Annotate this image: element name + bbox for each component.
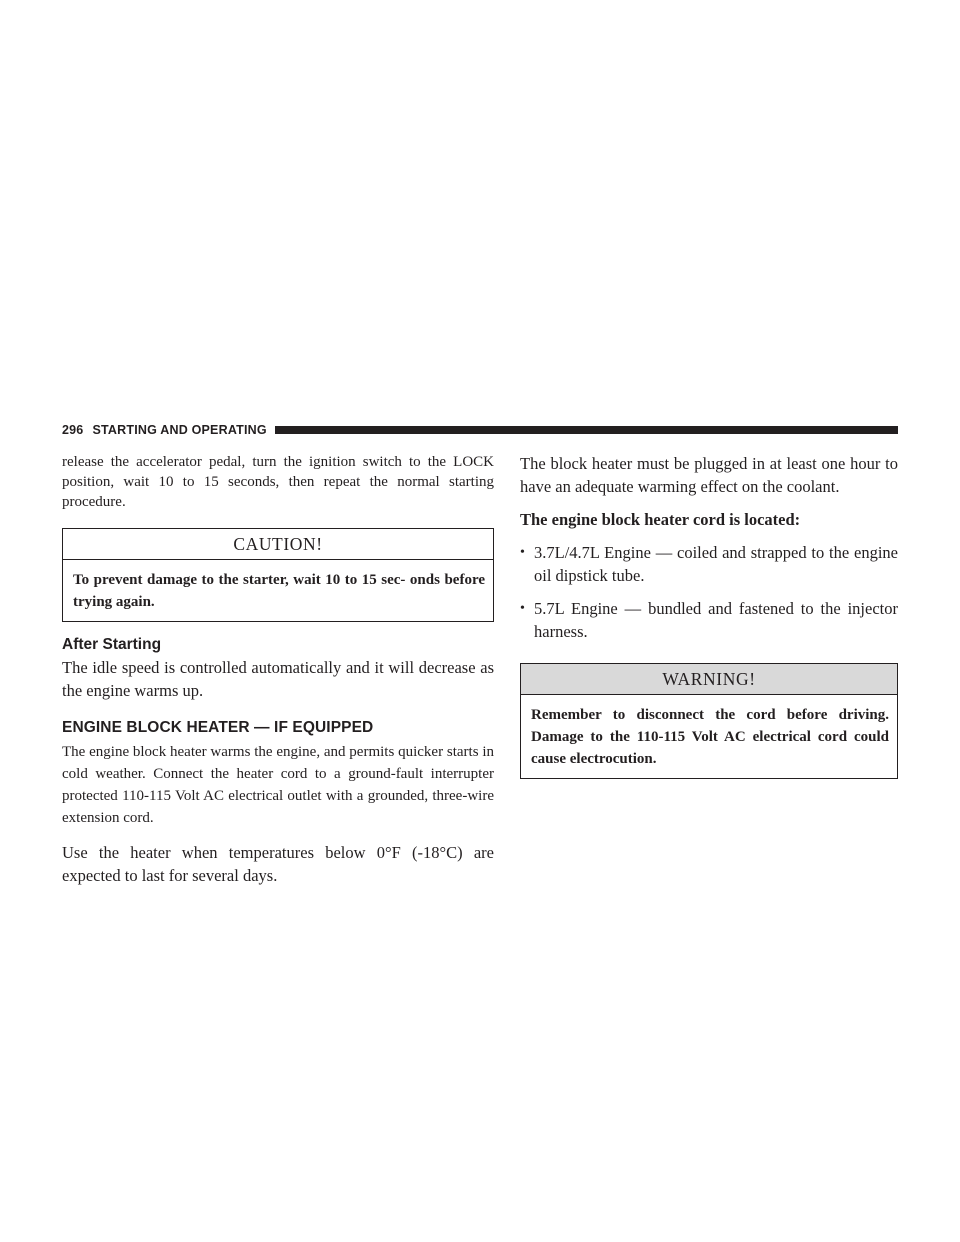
after-starting-heading: After Starting xyxy=(62,636,162,653)
intro-paragraph: release the accelerator pedal, turn the ignition switch to the LOCK position, wait 10 to 15 seconds, then repeat the normal starting procedure. xyxy=(62,454,494,510)
warning-title: WARNING! xyxy=(521,664,897,695)
block-heater-paragraph: The engine block heater warms the engine, and permits quicker starts in cold weather. Connect the heater cord to a ground-fault interrupter protected 110-115 Volt AC electrical outlet with a grounded, three-wire extension cord. xyxy=(62,744,494,826)
page-number: 296 xyxy=(62,423,84,437)
block-heater-heading: ENGINE BLOCK HEATER — IF EQUIPPED xyxy=(62,719,374,736)
header-rule xyxy=(275,426,898,434)
cord-location-lead: The engine block heater cord is located: xyxy=(520,510,801,529)
page-header xyxy=(62,421,898,439)
right-column xyxy=(520,452,898,779)
warning-text: Remember to disconnect the cord before driving. Damage to the 110-115 Volt AC electrical cord could cause electrocution. xyxy=(531,707,889,767)
cord-location-list xyxy=(520,541,898,643)
after-starting-paragraph: The idle speed is controlled automatically and it will decrease as the engine warms up. xyxy=(62,658,494,700)
list-item: • 3.7L/4.7L Engine — coiled and strapped to the engine oil dipstick tube. xyxy=(520,543,898,585)
section-title: STARTING AND OPERATING xyxy=(92,423,267,437)
warning-box xyxy=(520,663,898,779)
left-column xyxy=(62,452,494,887)
plug-in-paragraph: The block heater must be plugged in at least one hour to have an adequate warming effect on the coolant. xyxy=(520,454,898,496)
caution-box xyxy=(62,528,494,622)
list-item: • 5.7L Engine — bundled and fastened to the injector harness. xyxy=(520,599,898,641)
bullet-icon: • xyxy=(520,545,525,560)
caution-text: To prevent damage to the starter, wait 10 to 15 sec- onds before trying again. xyxy=(73,572,485,610)
bullet-icon: • xyxy=(520,601,525,616)
caution-title: CAUTION! xyxy=(63,529,493,560)
heater-usage-paragraph: Use the heater when temperatures below 0°F (-18°C) are expected to last for several days. xyxy=(62,843,494,885)
